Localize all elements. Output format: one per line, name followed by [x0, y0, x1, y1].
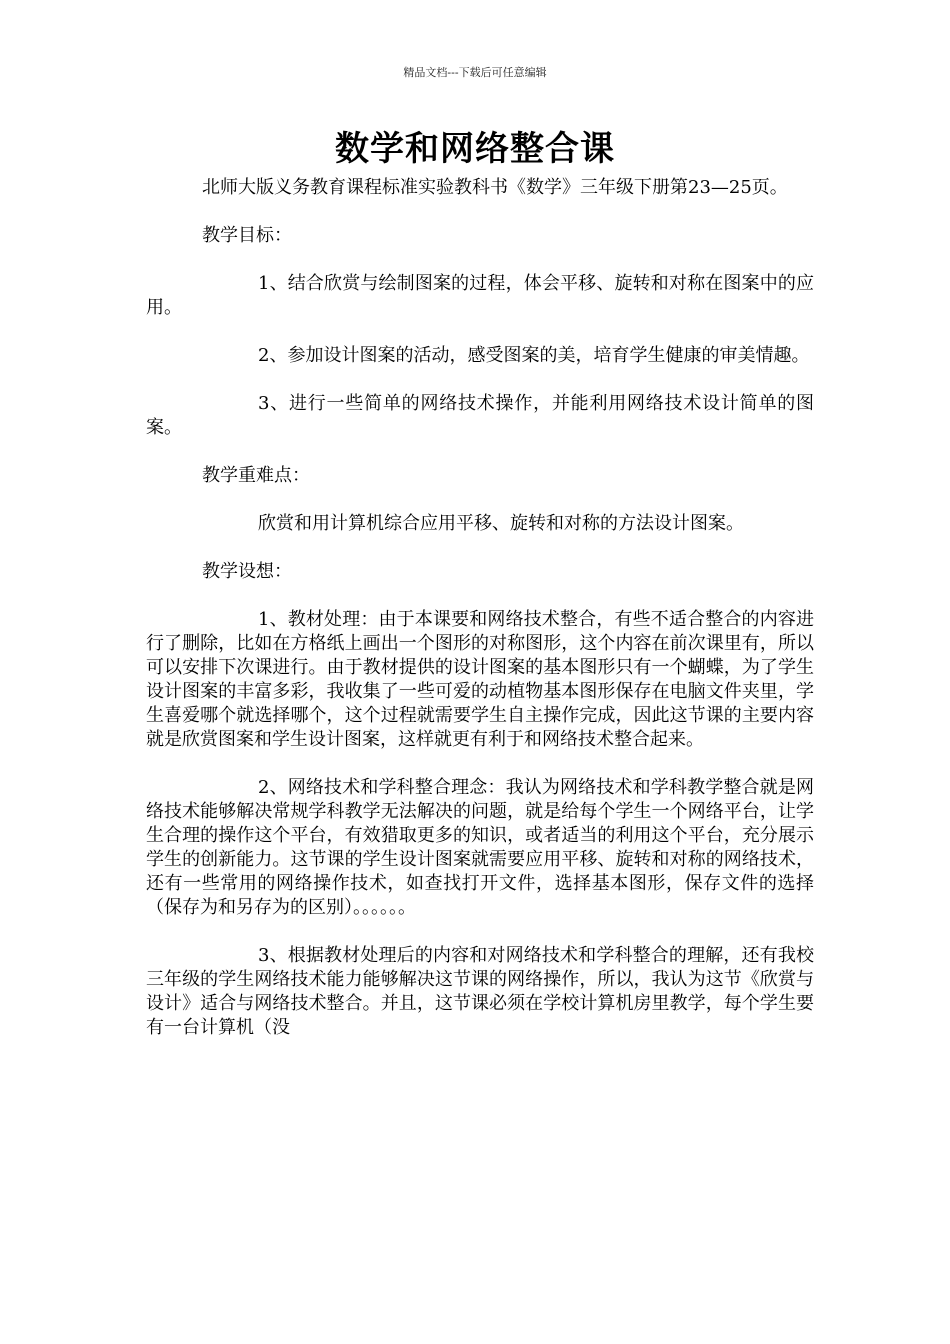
idea-item-3: 3、根据教材处理后的内容和对网络技术和学科整合的理解，还有我校三年级的学生网络技术能力能够解决这节课的网络操作，所以，我认为这节《欣赏与设计》适合与网络技术整合。并且，这节课必须在学校计算机房里教学，每个学生要有一台计算机（没	[146, 945, 814, 1038]
intro-paragraph: 北师大版义务教育课程标准实验教科书《数学》三年级下册第23—25页。	[202, 177, 788, 198]
spacer	[146, 752, 814, 776]
key-points-text: 欣赏和用计算机综合应用平移、旋转和对称的方法设计图案。	[258, 513, 744, 534]
spacer	[146, 440, 814, 464]
spacer	[146, 536, 814, 560]
goals-heading: 教学目标：	[202, 225, 292, 246]
spacer	[146, 200, 814, 224]
spacer	[146, 248, 814, 272]
spacer	[146, 368, 814, 392]
spacer	[146, 320, 814, 344]
key-points-heading: 教学重难点：	[202, 465, 310, 486]
spacer	[146, 488, 814, 512]
goal-item-1: 1、结合欣赏与绘制图案的过程，体会平移、旋转和对称在图案中的应用。	[146, 273, 814, 318]
idea-item-2: 2、网络技术和学科整合理念：我认为网络技术和学科教学整合就是网络技术能够解决常规学科教学无法解决的问题，就是给每个学生一个网络平台，让学生合理的操作这个平台，有效猎取更多的知识，或者适当的利用这个平台，充分展示学生的创新能力。这节课的学生设计图案就需要应用平移、旋转和对称的网络技术，还有一些常用的网络操作技术，如查找打开文件，选择基本图形，保存文件的选择（保存为和另存为的区别）。。。。。。	[146, 777, 814, 918]
goal-item-3: 3、进行一些简单的网络技术操作，并能利用网络技术设计简单的图案。	[146, 393, 814, 438]
goal-item-2: 2、参加设计图案的活动，感受图案的美，培育学生健康的审美情趣。	[258, 345, 810, 366]
document-title: 数学和网络整合课	[335, 129, 615, 169]
spacer	[146, 584, 814, 608]
idea-item-1: 1、教材处理：由于本课要和网络技术整合，有些不适合整合的内容进行了删除，比如在方格纸上画出一个图形的对称图形，这个内容在前次课里有，所以可以安排下次课进行。由于教材提供的设计图案的基本图形只有一个蝴蝶，为了学生设计图案的丰富多彩，我收集了一些可爱的动植物基本图形保存在电脑文件夹里，学生喜爱哪个就选择哪个，这个过程就需要学生自主操作完成，因此这节课的主要内容就是欣赏图案和学生设计图案，这样就更有利于和网络技术整合起来。	[146, 609, 814, 750]
page-header-note: 精品文档---下载后可任意编辑	[403, 66, 547, 79]
spacer	[146, 920, 814, 944]
ideas-heading: 教学设想：	[202, 561, 292, 582]
document-body	[146, 176, 814, 1040]
